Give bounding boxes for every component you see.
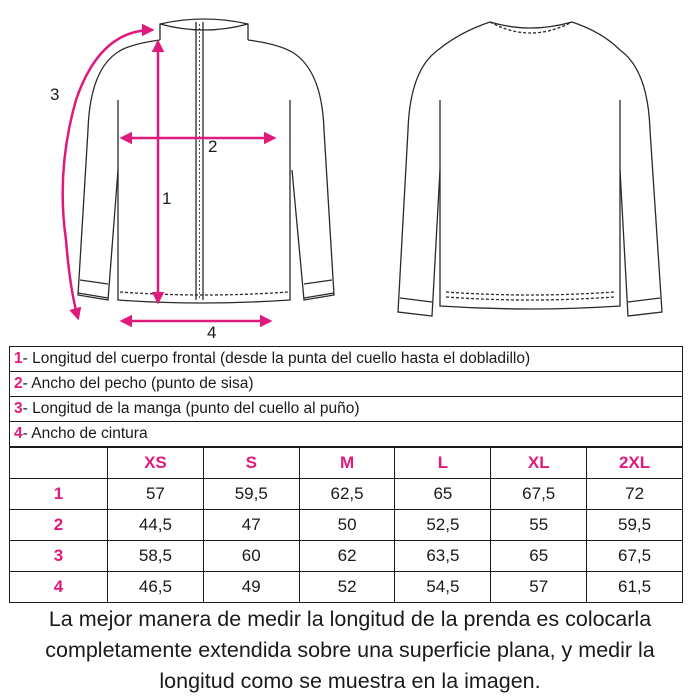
instructions-line-2: completamente extendida sobre una superficie plana, y medir la (45, 638, 655, 662)
header-cell: XL (491, 448, 587, 479)
table-cell: 67,5 (587, 541, 683, 572)
row-label: 4 (10, 572, 108, 603)
table-cell: 62,5 (299, 479, 395, 510)
table-cell: 59,5 (203, 479, 299, 510)
legend-text: - Longitud de la manga (punto del cuello al puño) (22, 400, 360, 417)
table-row (10, 510, 683, 541)
table-row (10, 479, 683, 510)
label-1: 1 (162, 189, 172, 208)
table-cell: 72 (587, 479, 683, 510)
legend-row-2 (10, 372, 682, 397)
table-cell: 55 (491, 510, 587, 541)
header-cell: XS (108, 448, 204, 479)
table-row (10, 541, 683, 572)
label-3: 3 (50, 85, 60, 104)
legend-text: - Ancho del pecho (punto de sisa) (22, 375, 254, 392)
table-cell: 63,5 (395, 541, 491, 572)
label-2: 2 (208, 137, 218, 156)
table-cell: 61,5 (587, 572, 683, 603)
measurement-legend (9, 346, 683, 447)
legend-num: 2 (14, 375, 23, 392)
table-cell: 67,5 (491, 479, 587, 510)
label-4: 4 (207, 323, 217, 342)
header-cell: S (203, 448, 299, 479)
table-cell: 57 (491, 572, 587, 603)
table-cell: 46,5 (108, 572, 204, 603)
table-cell: 59,5 (587, 510, 683, 541)
legend-text: - Ancho de cintura (22, 425, 148, 442)
jacket-measurement-diagram (0, 0, 700, 345)
measuring-instructions (0, 604, 700, 697)
table-cell: 49 (203, 572, 299, 603)
row-label: 1 (10, 479, 108, 510)
table-cell: 47 (203, 510, 299, 541)
table-cell: 52,5 (395, 510, 491, 541)
header-cell (10, 448, 108, 479)
table-cell: 58,5 (108, 541, 204, 572)
table-cell: 62 (299, 541, 395, 572)
legend-num: 3 (14, 400, 23, 417)
table-cell: 52 (299, 572, 395, 603)
table-cell: 57 (108, 479, 204, 510)
header-cell: M (299, 448, 395, 479)
instructions-line-3: longitud como se muestra en la imagen. (159, 669, 541, 693)
header-cell: L (395, 448, 491, 479)
table-cell: 54,5 (395, 572, 491, 603)
size-table (9, 447, 683, 603)
instructions-line-1: La mejor manera de medir la longitud de la prenda es colocarla (48, 607, 652, 631)
header-cell: 2XL (587, 448, 683, 479)
table-cell: 50 (299, 510, 395, 541)
legend-row-3 (10, 397, 682, 422)
row-label: 2 (10, 510, 108, 541)
legend-num: 4 (14, 425, 23, 442)
back-jacket-outline (398, 22, 662, 316)
table-cell: 60 (203, 541, 299, 572)
table-cell: 65 (395, 479, 491, 510)
row-label: 3 (10, 541, 108, 572)
table-cell: 44,5 (108, 510, 204, 541)
arrow-sleeve-length (63, 30, 152, 318)
front-jacket-outline (78, 19, 334, 303)
table-row (10, 572, 683, 603)
size-header-row (10, 448, 683, 479)
measurement-arrows (63, 30, 274, 321)
legend-num: 1 (14, 350, 23, 367)
table-cell: 65 (491, 541, 587, 572)
legend-row-4 (10, 422, 682, 447)
legend-text: - Longitud del cuerpo frontal (desde la punta del cuello hasta el dobladillo) (22, 350, 531, 367)
legend-row-1 (10, 347, 682, 372)
